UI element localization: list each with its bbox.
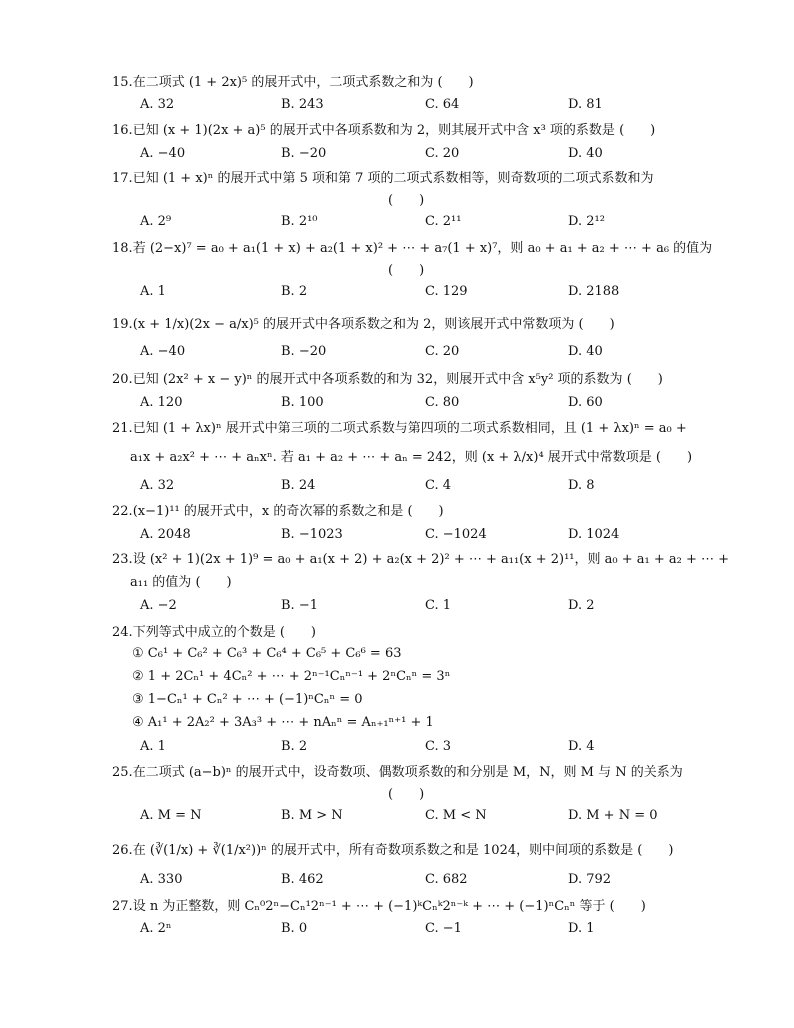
option-a[interactable]: A. 1 — [140, 284, 166, 299]
option-d[interactable]: D. M + N = 0 — [568, 808, 658, 823]
option-a[interactable]: A. 2ⁿ — [140, 921, 172, 936]
option-b[interactable]: B. 24 — [281, 478, 316, 493]
option-c[interactable]: C. 2¹¹ — [425, 214, 462, 229]
question-15 — [112, 74, 712, 92]
question-number: 20. — [112, 372, 133, 387]
option-d[interactable]: D. 40 — [568, 146, 603, 161]
option-c[interactable]: C. 20 — [425, 146, 460, 161]
answer-paren-17: ( ) — [388, 193, 425, 208]
question-23-line2: a₁₁ 的值为 ( ) — [130, 575, 232, 590]
option-a[interactable]: A. M = N — [140, 808, 202, 823]
question-number: 24. — [112, 625, 133, 640]
question-number: 27. — [112, 899, 133, 914]
options-20 — [140, 394, 720, 412]
question-text: 已知 (x + 1)(2x + a)⁵ 的展开式中各项系数和为 2，则其展开式中含 x³ 项的系数是 ( ) — [132, 123, 656, 138]
question-text: 设 n 为正整数，则 Cₙ⁰2ⁿ−Cₙ¹2ⁿ⁻¹ + ⋯ + (−1)ᵏCₙᵏ2ⁿ⁻ᵏ + ⋯ + (−1)ⁿCₙⁿ 等于 ( ) — [132, 899, 646, 914]
question-26 — [112, 842, 712, 860]
option-b[interactable]: B. 2 — [281, 284, 308, 299]
option-b[interactable]: B. M > N — [281, 808, 343, 823]
statement-4: ④ A₁¹ + 2A₂² + 3A₃³ + ⋯ + nAₙⁿ = Aₙ₊₁ⁿ⁺¹ + 1 — [132, 715, 434, 730]
option-c[interactable]: C. 682 — [425, 872, 468, 887]
question-text: 已知 (1 + x)ⁿ 的展开式中第 5 项和第 7 项的二项式系数相等，则奇数项的二项式系数和为 — [132, 171, 654, 186]
question-text: 在二项式 (1 + 2x)⁵ 的展开式中，二项式系数之和为 ( ) — [132, 75, 474, 90]
question-number: 26. — [112, 843, 133, 858]
question-text: 在二项式 (a−b)ⁿ 的展开式中，设奇数项、偶数项系数的和分别是 M，N，则 M 与 N 的关系为 — [132, 765, 683, 780]
option-b[interactable]: B. 0 — [281, 921, 308, 936]
option-b[interactable]: B. 243 — [281, 97, 324, 112]
question-text: 已知 (2x² + x − y)ⁿ 的展开式中各项系数的和为 32，则展开式中含 x⁵y² 项的系数为 ( ) — [132, 372, 663, 387]
question-text: (x−1)¹¹ 的展开式中，x 的奇次幂的系数之和是 ( ) — [132, 504, 444, 519]
question-27 — [112, 898, 712, 916]
option-a[interactable]: A. 1 — [140, 739, 166, 754]
option-d[interactable]: D. 40 — [568, 344, 603, 359]
option-a[interactable]: A. −40 — [140, 146, 186, 161]
options-27 — [140, 920, 720, 938]
option-b[interactable]: B. 462 — [281, 872, 324, 887]
answer-paren-18: ( ) — [388, 263, 425, 278]
option-b[interactable]: B. 2 — [281, 739, 308, 754]
option-a[interactable]: A. 2048 — [140, 527, 191, 542]
question-21-line2: a₁x + a₂x² + ⋯ + aₙxⁿ. 若 a₁ + a₂ + ⋯ + aₙ = 242，则 (x + λ/x)⁴ 展开式中常数项是 ( ) — [130, 450, 693, 465]
question-16 — [112, 122, 712, 140]
options-21 — [140, 477, 720, 495]
question-25 — [112, 764, 712, 782]
question-20 — [112, 371, 712, 389]
question-text: 若 (2−x)⁷ = a₀ + a₁(1 + x) + a₂(1 + x)² + ⋯ + a₇(1 + x)⁷，则 a₀ + a₁ + a₂ + ⋯ + a₆ 的值为 — [132, 241, 713, 256]
option-c[interactable]: C. 3 — [425, 739, 452, 754]
option-a[interactable]: A. 330 — [140, 872, 183, 887]
options-26 — [140, 871, 720, 889]
options-16 — [140, 145, 720, 163]
question-text: (x + 1/x)(2x − a/x)⁵ 的展开式中各项系数之和为 2，则该展开式中常数项为 ( ) — [132, 317, 615, 332]
option-d[interactable]: D. 60 — [568, 395, 603, 410]
option-c[interactable]: C. 129 — [425, 284, 468, 299]
statement-3: ③ 1−Cₙ¹ + Cₙ² + ⋯ + (−1)ⁿCₙⁿ = 0 — [132, 692, 363, 707]
option-a[interactable]: A. 32 — [140, 478, 175, 493]
question-22 — [112, 503, 712, 521]
option-b[interactable]: B. 2¹⁰ — [281, 214, 318, 229]
option-c[interactable]: C. 4 — [425, 478, 452, 493]
option-d[interactable]: D. 81 — [568, 97, 603, 112]
option-d[interactable]: D. 792 — [568, 872, 612, 887]
options-24 — [140, 738, 720, 756]
option-b[interactable]: B. 100 — [281, 395, 324, 410]
question-number: 18. — [112, 241, 133, 256]
question-number: 23. — [112, 552, 133, 567]
question-number: 15. — [112, 75, 133, 90]
question-number: 25. — [112, 765, 133, 780]
option-b[interactable]: B. −20 — [281, 146, 327, 161]
question-text: 已知 (1 + λx)ⁿ 展开式中第三项的二项式系数与第四项的二项式系数相同，且 (1 + λx)ⁿ = a₀ + — [132, 421, 687, 436]
option-d[interactable]: D. 8 — [568, 478, 595, 493]
option-d[interactable]: D. 2188 — [568, 284, 620, 299]
option-a[interactable]: A. −40 — [140, 344, 186, 359]
question-number: 22. — [112, 504, 133, 519]
option-a[interactable]: A. 120 — [140, 395, 183, 410]
options-25 — [140, 807, 720, 825]
option-c[interactable]: C. 64 — [425, 97, 460, 112]
option-c[interactable]: C. 80 — [425, 395, 460, 410]
question-18 — [112, 240, 712, 258]
option-a[interactable]: A. 32 — [140, 97, 175, 112]
option-d[interactable]: D. 2 — [568, 598, 595, 613]
statement-2: ② 1 + 2Cₙ¹ + 4Cₙ² + ⋯ + 2ⁿ⁻¹Cₙⁿ⁻¹ + 2ⁿCₙⁿ = 3ⁿ — [132, 669, 451, 684]
option-b[interactable]: B. −1023 — [281, 527, 343, 542]
option-d[interactable]: D. 1024 — [568, 527, 620, 542]
question-23 — [112, 551, 730, 569]
question-17 — [112, 170, 712, 188]
options-15 — [140, 96, 720, 114]
option-a[interactable]: A. 2⁹ — [140, 214, 172, 229]
option-d[interactable]: D. 4 — [568, 739, 595, 754]
question-number: 16. — [112, 123, 133, 138]
option-c[interactable]: C. −1 — [425, 921, 462, 936]
answer-paren-25: ( ) — [388, 787, 425, 802]
option-c[interactable]: C. −1024 — [425, 527, 487, 542]
question-24 — [112, 624, 712, 642]
question-number: 21. — [112, 421, 133, 436]
option-a[interactable]: A. −2 — [140, 598, 177, 613]
option-d[interactable]: D. 1 — [568, 921, 595, 936]
question-number: 19. — [112, 317, 133, 332]
question-text: 设 (x² + 1)(2x + 1)⁹ = a₀ + a₁(x + 2) + a₂(x + 2)² + ⋯ + a₁₁(x + 2)¹¹，则 a₀ + a₁ + a₂ + ⋯ + — [132, 552, 730, 567]
options-19 — [140, 343, 720, 361]
options-23 — [140, 597, 720, 615]
question-text: 下列等式中成立的个数是 ( ) — [132, 625, 316, 640]
option-b[interactable]: B. −1 — [281, 598, 318, 613]
options-22 — [140, 526, 720, 544]
question-text: 在 (∛(1/x) + ∛(1/x²))ⁿ 的展开式中，所有奇数项系数之和是 1024，则中间项的系数是 ( ) — [132, 843, 674, 858]
question-21 — [112, 420, 712, 438]
option-c[interactable]: C. M < N — [425, 808, 487, 823]
options-18 — [140, 283, 720, 301]
question-19 — [112, 316, 712, 334]
statement-1: ① C₆¹ + C₆² + C₆³ + C₆⁴ + C₆⁵ + C₆⁶ = 63 — [132, 646, 402, 661]
option-c[interactable]: C. 20 — [425, 344, 460, 359]
option-d[interactable]: D. 2¹² — [568, 214, 605, 229]
options-17 — [140, 213, 720, 231]
option-b[interactable]: B. −20 — [281, 344, 327, 359]
option-c[interactable]: C. 1 — [425, 598, 452, 613]
question-number: 17. — [112, 171, 133, 186]
